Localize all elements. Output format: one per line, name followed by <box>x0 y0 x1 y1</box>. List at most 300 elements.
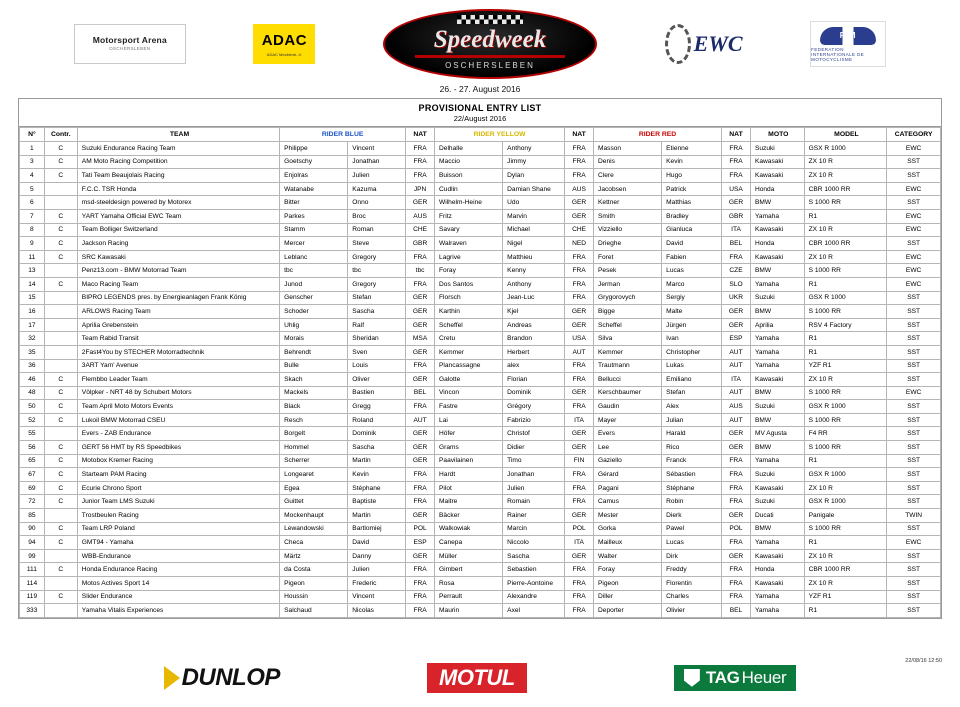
table-cell-model: GSX R 1000 <box>804 468 887 482</box>
table-cell-category: EWC <box>887 209 941 223</box>
table-cell-contr: C <box>44 142 77 156</box>
table-cell-blue_last: Resch <box>280 413 348 427</box>
table-cell-red_nat: GER <box>722 196 751 210</box>
table-cell-moto: Kawasaki <box>750 155 804 169</box>
table-cell-contr: C <box>44 413 77 427</box>
table-cell-team: Jackson Racing <box>77 237 279 251</box>
table-cell-yellow_first: Pierre-Aontoine <box>503 577 565 591</box>
table-cell-blue_last: Salchaud <box>280 604 348 618</box>
table-cell-team: Motobox Kremer Racing <box>77 454 279 468</box>
table-cell-blue_first: Onno <box>348 196 406 210</box>
col-header-rider-blue: RIDER BLUE <box>280 128 406 142</box>
table-cell-num: 50 <box>20 400 45 414</box>
table-cell-model: ZX 10 R <box>804 169 887 183</box>
table-cell-model: ZX 10 R <box>804 250 887 264</box>
table-cell-blue_nat: FRA <box>406 400 435 414</box>
table-cell-blue_nat: FRA <box>406 604 435 618</box>
table-cell-red_nat: AUT <box>722 345 751 359</box>
table-cell-blue_last: Checa <box>280 536 348 550</box>
table-cell-model: S 1000 RR <box>804 522 887 536</box>
table-cell-blue_first: Ralf <box>348 318 406 332</box>
table-cell-red_nat: GER <box>722 318 751 332</box>
table-cell-blue_nat: GER <box>406 427 435 441</box>
table-cell-contr <box>44 196 77 210</box>
table-cell-model: R1 <box>804 332 887 346</box>
table-cell-blue_last: Leblanc <box>280 250 348 264</box>
table-cell-contr: C <box>44 277 77 291</box>
table-cell-category: SST <box>887 522 941 536</box>
adac-logo <box>253 24 315 64</box>
tagheuer-logo-text2: Heuer <box>741 667 787 687</box>
speedweek-logo <box>383 9 597 79</box>
table-cell-category: SST <box>887 155 941 169</box>
table-cell-team: Ecurie Chrono Sport <box>77 481 279 495</box>
table-cell-yellow_nat: FRA <box>565 604 594 618</box>
table-cell-red_first: Malte <box>662 305 722 319</box>
col-header-nat-yellow: NAT <box>565 128 594 142</box>
table-cell-yellow_last: Plancassagne <box>435 359 503 373</box>
table-cell-category: EWC <box>887 264 941 278</box>
table-cell-red_last: Lee <box>594 441 662 455</box>
table-cell-blue_nat: FRA <box>406 468 435 482</box>
table-cell-red_first: Marco <box>662 277 722 291</box>
table-cell-yellow_first: Dylan <box>503 169 565 183</box>
table-cell-blue_first: Bastien <box>348 386 406 400</box>
table-cell-red_nat: FRA <box>722 563 751 577</box>
table-cell-category: SST <box>887 169 941 183</box>
table-cell-yellow_nat: FRA <box>565 590 594 604</box>
table-cell-model: YZF R1 <box>804 359 887 373</box>
table-cell-team: Lukoil BMW Motorrad CSEU <box>77 413 279 427</box>
table-cell-team: BIPRO LEGENDS pres. by Energieanlagen Frank König <box>77 291 279 305</box>
table-cell-blue_last: Watanabe <box>280 182 348 196</box>
table-cell-yellow_last: Fritz <box>435 209 503 223</box>
table-cell-blue_nat: GER <box>406 373 435 387</box>
table-cell-yellow_first: Andreas <box>503 318 565 332</box>
table-cell-category: SST <box>887 604 941 618</box>
table-cell-yellow_last: Rosa <box>435 577 503 591</box>
table-cell-num: 35 <box>20 345 45 359</box>
table-cell-yellow_first: Kjel <box>503 305 565 319</box>
table-cell-team: Evers - ZAB Endurance <box>77 427 279 441</box>
table-cell-moto: BMW <box>750 264 804 278</box>
table-cell-model: S 1000 RR <box>804 305 887 319</box>
table-row <box>20 169 941 183</box>
table-cell-model: ZX 10 R <box>804 223 887 237</box>
table-row <box>20 413 941 427</box>
table-cell-contr: C <box>44 454 77 468</box>
table-cell-yellow_first: Timo <box>503 454 565 468</box>
table-cell-moto: Aprilia <box>750 318 804 332</box>
table-cell-contr <box>44 577 77 591</box>
col-header-rider-yellow: RIDER YELLOW <box>435 128 565 142</box>
table-cell-moto: Kawasaki <box>750 250 804 264</box>
table-cell-red_last: Gaudin <box>594 400 662 414</box>
table-cell-moto: Honda <box>750 563 804 577</box>
table-cell-red_nat: FRA <box>722 481 751 495</box>
table-cell-blue_nat: GER <box>406 549 435 563</box>
table-cell-model: R1 <box>804 209 887 223</box>
table-cell-model: S 1000 RR <box>804 413 887 427</box>
table-cell-team: Penz13.com - BMW Motorrad Team <box>77 264 279 278</box>
table-cell-model: S 1000 RR <box>804 441 887 455</box>
table-cell-moto: BMW <box>750 305 804 319</box>
table-cell-yellow_nat: FRA <box>565 495 594 509</box>
table-cell-red_last: Smith <box>594 209 662 223</box>
table-cell-blue_first: Julien <box>348 169 406 183</box>
table-cell-blue_nat: FRA <box>406 563 435 577</box>
table-cell-red_last: Scheffel <box>594 318 662 332</box>
table-cell-num: 99 <box>20 549 45 563</box>
table-cell-red_last: Gorka <box>594 522 662 536</box>
entry-list-table <box>19 127 941 618</box>
table-cell-moto: Suzuki <box>750 291 804 305</box>
table-cell-contr <box>44 318 77 332</box>
table-cell-contr: C <box>44 373 77 387</box>
dunlop-logo <box>164 664 280 692</box>
tagheuer-logo-text1: TAG <box>705 667 740 687</box>
table-cell-num: 52 <box>20 413 45 427</box>
table-cell-yellow_nat: AUT <box>565 345 594 359</box>
adac-logo-sub: ADAC Mecklenb.-V. <box>266 51 302 57</box>
table-cell-yellow_first: Jean-Luc <box>503 291 565 305</box>
table-cell-blue_first: Kevin <box>348 468 406 482</box>
table-cell-num: 90 <box>20 522 45 536</box>
table-cell-yellow_nat: FRA <box>565 563 594 577</box>
table-cell-category: SST <box>887 318 941 332</box>
table-cell-red_last: Drieghe <box>594 237 662 251</box>
checkered-flag-icon <box>457 15 523 24</box>
table-cell-red_nat: BEL <box>722 237 751 251</box>
entry-list-sheet <box>18 98 942 619</box>
table-cell-blue_last: Bulle <box>280 359 348 373</box>
table-cell-blue_nat: ESP <box>406 536 435 550</box>
table-cell-contr <box>44 509 77 523</box>
table-cell-num: 48 <box>20 386 45 400</box>
table-cell-category: SST <box>887 427 941 441</box>
table-cell-moto: Yamaha <box>750 454 804 468</box>
table-cell-blue_first: Louis <box>348 359 406 373</box>
speedweek-logo-title: Speedweek <box>433 25 547 53</box>
table-cell-blue_nat: GER <box>406 196 435 210</box>
table-cell-red_nat: POL <box>722 522 751 536</box>
table-cell-yellow_last: Cretu <box>435 332 503 346</box>
table-cell-red_nat: FRA <box>722 590 751 604</box>
table-cell-blue_last: Borgelt <box>280 427 348 441</box>
table-cell-yellow_nat: POL <box>565 522 594 536</box>
table-row <box>20 373 941 387</box>
table-cell-red_first: Lukas <box>662 359 722 373</box>
table-row <box>20 142 941 156</box>
table-cell-red_first: Bradley <box>662 209 722 223</box>
table-cell-red_nat: FRA <box>722 155 751 169</box>
table-cell-yellow_nat: FRA <box>565 400 594 414</box>
table-cell-yellow_first: Axel <box>503 604 565 618</box>
table-cell-yellow_first: Jonathan <box>503 468 565 482</box>
table-cell-moto: Kawasaki <box>750 549 804 563</box>
table-cell-blue_last: Philippe <box>280 142 348 156</box>
table-cell-yellow_nat: CHE <box>565 223 594 237</box>
table-cell-yellow_last: Walraven <box>435 237 503 251</box>
table-cell-blue_last: Parkes <box>280 209 348 223</box>
table-cell-contr <box>44 332 77 346</box>
table-cell-category: SST <box>887 196 941 210</box>
table-cell-contr: C <box>44 468 77 482</box>
table-cell-yellow_last: Foray <box>435 264 503 278</box>
table-cell-num: 119 <box>20 590 45 604</box>
table-cell-blue_last: Stamm <box>280 223 348 237</box>
table-cell-red_nat: FRA <box>722 468 751 482</box>
table-cell-yellow_last: Fastre <box>435 400 503 414</box>
table-cell-moto: Suzuki <box>750 495 804 509</box>
table-row <box>20 345 941 359</box>
table-cell-contr: C <box>44 441 77 455</box>
table-row <box>20 318 941 332</box>
table-cell-yellow_first: Fabrizio <box>503 413 565 427</box>
table-cell-yellow_nat: FRA <box>565 169 594 183</box>
table-row <box>20 563 941 577</box>
table-cell-moto: Ducati <box>750 509 804 523</box>
table-cell-red_last: Masson <box>594 142 662 156</box>
table-cell-red_first: Olivier <box>662 604 722 618</box>
table-cell-red_last: Jacobsen <box>594 182 662 196</box>
table-cell-team: GERT 56 HMT by RS Speedbikes <box>77 441 279 455</box>
table-cell-moto: Yamaha <box>750 536 804 550</box>
table-cell-red_nat: FRA <box>722 169 751 183</box>
table-row <box>20 441 941 455</box>
table-cell-red_last: Vizziello <box>594 223 662 237</box>
table-cell-moto: Yamaha <box>750 590 804 604</box>
table-cell-model: S 1000 RR <box>804 386 887 400</box>
table-cell-moto: Kawasaki <box>750 481 804 495</box>
table-cell-red_last: Kettner <box>594 196 662 210</box>
table-cell-red_last: Pesek <box>594 264 662 278</box>
table-cell-yellow_first: Michael <box>503 223 565 237</box>
table-cell-category: SST <box>887 345 941 359</box>
table-cell-model: ZX 10 R <box>804 373 887 387</box>
table-cell-blue_last: Hommel <box>280 441 348 455</box>
table-cell-blue_last: Märtz <box>280 549 348 563</box>
table-header-row <box>20 128 941 142</box>
table-row <box>20 536 941 550</box>
table-cell-moto: Kawasaki <box>750 223 804 237</box>
table-cell-team: GMT94 - Yamaha <box>77 536 279 550</box>
table-cell-blue_last: Black <box>280 400 348 414</box>
table-cell-category: EWC <box>887 386 941 400</box>
table-cell-yellow_last: Kemmer <box>435 345 503 359</box>
table-cell-red_nat: AUT <box>722 386 751 400</box>
table-cell-yellow_nat: FRA <box>565 359 594 373</box>
table-cell-category: SST <box>887 563 941 577</box>
table-cell-red_last: Walter <box>594 549 662 563</box>
table-cell-category: SST <box>887 305 941 319</box>
document-title-block <box>19 99 941 127</box>
table-row <box>20 155 941 169</box>
table-cell-red_nat: GER <box>722 441 751 455</box>
table-cell-yellow_last: Grams <box>435 441 503 455</box>
table-cell-yellow_nat: GER <box>565 209 594 223</box>
table-cell-blue_last: Egea <box>280 481 348 495</box>
table-cell-red_last: Bigge <box>594 305 662 319</box>
motorsport-arena-logo <box>74 24 186 64</box>
table-cell-blue_first: Sascha <box>348 441 406 455</box>
table-cell-red_nat: GER <box>722 549 751 563</box>
table-row <box>20 604 941 618</box>
table-cell-yellow_nat: GER <box>565 427 594 441</box>
table-cell-yellow_last: Höfer <box>435 427 503 441</box>
table-cell-moto: Honda <box>750 182 804 196</box>
table-cell-moto: Suzuki <box>750 400 804 414</box>
table-cell-contr <box>44 345 77 359</box>
table-cell-model: S 1000 RR <box>804 264 887 278</box>
table-cell-model: ZX 10 R <box>804 155 887 169</box>
table-cell-category: SST <box>887 237 941 251</box>
table-cell-num: 17 <box>20 318 45 332</box>
table-cell-red_first: Florentin <box>662 577 722 591</box>
table-cell-blue_nat: GBR <box>406 237 435 251</box>
table-cell-yellow_last: Walkowiak <box>435 522 503 536</box>
table-cell-red_last: Deporter <box>594 604 662 618</box>
col-header-category: CATEGORY <box>887 128 941 142</box>
footer-sponsor-strip <box>0 649 960 707</box>
table-cell-red_first: Robin <box>662 495 722 509</box>
table-cell-red_first: Matthias <box>662 196 722 210</box>
table-cell-blue_first: Sven <box>348 345 406 359</box>
table-cell-blue_nat: FRA <box>406 155 435 169</box>
table-cell-yellow_first: Marcin <box>503 522 565 536</box>
table-cell-blue_nat: FRA <box>406 250 435 264</box>
table-cell-contr: C <box>44 536 77 550</box>
table-cell-red_last: Grygorovych <box>594 291 662 305</box>
table-cell-model: RSV 4 Factory <box>804 318 887 332</box>
table-cell-category: SST <box>887 400 941 414</box>
table-cell-yellow_first: Dominik <box>503 386 565 400</box>
table-cell-blue_last: Schoder <box>280 305 348 319</box>
table-cell-red_nat: FRA <box>722 536 751 550</box>
table-cell-team: Honda Endurance Racing <box>77 563 279 577</box>
table-cell-team: F.C.C. TSR Honda <box>77 182 279 196</box>
table-cell-num: 13 <box>20 264 45 278</box>
table-cell-moto: BMW <box>750 413 804 427</box>
speedweek-logo-sub: OSCHERSLEBEN <box>445 60 535 70</box>
table-row <box>20 590 941 604</box>
table-cell-team: Junior Team LMS Suzuki <box>77 495 279 509</box>
print-timestamp: 22/08/16 12:50 <box>905 658 942 664</box>
table-cell-yellow_nat: FRA <box>565 577 594 591</box>
table-cell-yellow_last: Maitre <box>435 495 503 509</box>
table-cell-category: EWC <box>887 182 941 196</box>
table-cell-blue_nat: JPN <box>406 182 435 196</box>
table-cell-red_last: Evers <box>594 427 662 441</box>
dunlop-logo-text: DUNLOP <box>181 663 280 691</box>
table-cell-red_first: Stefan <box>662 386 722 400</box>
table-cell-category: TWIN <box>887 509 941 523</box>
table-cell-blue_first: Gregg <box>348 400 406 414</box>
table-cell-model: R1 <box>804 604 887 618</box>
table-cell-yellow_last: Vincon <box>435 386 503 400</box>
table-cell-blue_nat: GER <box>406 305 435 319</box>
table-cell-yellow_last: Hardt <box>435 468 503 482</box>
table-cell-num: 8 <box>20 223 45 237</box>
table-cell-red_nat: AUT <box>722 359 751 373</box>
table-cell-yellow_nat: GER <box>565 386 594 400</box>
table-cell-red_nat: FRA <box>722 577 751 591</box>
table-cell-num: 65 <box>20 454 45 468</box>
table-cell-team: 2Fast4You by STECHER Motorradtechnik <box>77 345 279 359</box>
table-cell-yellow_first: Niccolo <box>503 536 565 550</box>
table-cell-team: Slider Endurance <box>77 590 279 604</box>
table-cell-yellow_last: Maurin <box>435 604 503 618</box>
table-cell-yellow_last: Müller <box>435 549 503 563</box>
table-row <box>20 509 941 523</box>
table-cell-red_last: Foret <box>594 250 662 264</box>
table-cell-blue_nat: tbc <box>406 264 435 278</box>
table-cell-red_last: Foray <box>594 563 662 577</box>
table-cell-blue_first: Martin <box>348 509 406 523</box>
table-cell-yellow_last: Wilhelm-Heine <box>435 196 503 210</box>
table-cell-red_first: Sébastien <box>662 468 722 482</box>
table-cell-yellow_first: Didier <box>503 441 565 455</box>
table-cell-yellow_first: Rainer <box>503 509 565 523</box>
table-cell-red_first: Franck <box>662 454 722 468</box>
table-cell-yellow_last: Canepa <box>435 536 503 550</box>
table-row <box>20 332 941 346</box>
table-cell-red_first: Harald <box>662 427 722 441</box>
table-cell-yellow_first: Nigel <box>503 237 565 251</box>
table-cell-blue_last: Scherrer <box>280 454 348 468</box>
col-header-number: N° <box>20 128 45 142</box>
table-cell-contr <box>44 359 77 373</box>
table-cell-category: SST <box>887 468 941 482</box>
table-cell-moto: Yamaha <box>750 359 804 373</box>
table-cell-moto: Yamaha <box>750 604 804 618</box>
table-cell-blue_last: Bitter <box>280 196 348 210</box>
table-cell-red_last: Silva <box>594 332 662 346</box>
table-cell-red_first: Sergiy <box>662 291 722 305</box>
col-header-nat-red: NAT <box>722 128 751 142</box>
table-cell-red_first: Christopher <box>662 345 722 359</box>
table-cell-category: EWC <box>887 277 941 291</box>
table-cell-blue_first: Vincent <box>348 142 406 156</box>
table-row <box>20 264 941 278</box>
table-cell-blue_nat: GER <box>406 509 435 523</box>
table-row <box>20 196 941 210</box>
table-cell-red_nat: ESP <box>722 332 751 346</box>
table-cell-blue_last: Goetschy <box>280 155 348 169</box>
table-cell-blue_last: Junod <box>280 277 348 291</box>
table-cell-num: 46 <box>20 373 45 387</box>
table-cell-yellow_nat: FRA <box>565 373 594 387</box>
table-cell-yellow_nat: FRA <box>565 142 594 156</box>
table-cell-yellow_last: Buisson <box>435 169 503 183</box>
table-cell-num: 4 <box>20 169 45 183</box>
table-cell-yellow_last: Perrault <box>435 590 503 604</box>
table-cell-model: GSX R 1000 <box>804 400 887 414</box>
table-cell-red_nat: GBR <box>722 209 751 223</box>
table-cell-model: R1 <box>804 454 887 468</box>
table-cell-category: SST <box>887 332 941 346</box>
table-cell-yellow_last: Galotte <box>435 373 503 387</box>
table-cell-category: SST <box>887 495 941 509</box>
table-cell-blue_first: Julien <box>348 563 406 577</box>
table-cell-moto: BMW <box>750 522 804 536</box>
table-cell-blue_first: Sheridan <box>348 332 406 346</box>
table-cell-red_first: Jürgen <box>662 318 722 332</box>
table-cell-team: SRC Kawasaki <box>77 250 279 264</box>
table-cell-num: 72 <box>20 495 45 509</box>
table-cell-yellow_last: Karthin <box>435 305 503 319</box>
table-cell-team: Völpker - NRT 48 by Schubert Motors <box>77 386 279 400</box>
